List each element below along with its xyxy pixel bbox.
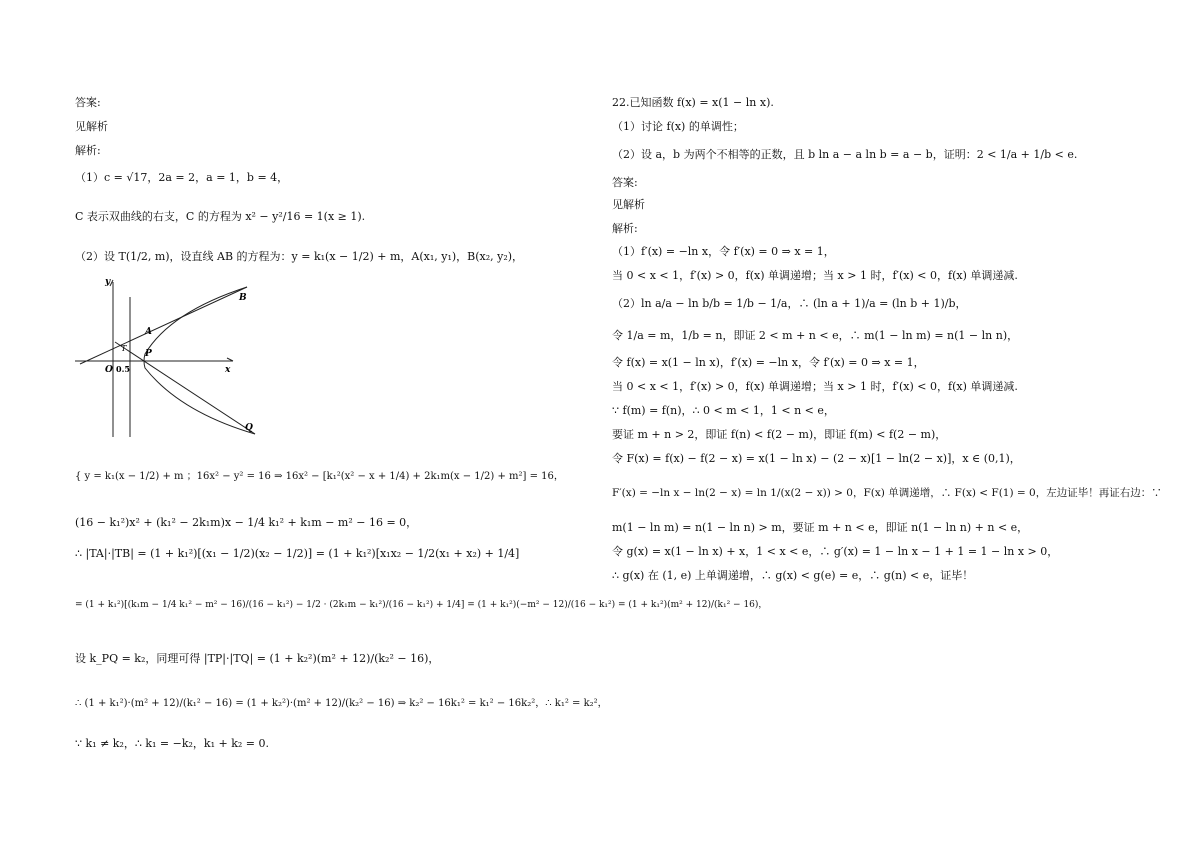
solution-line-10: ∵ k₁ ≠ k₂，∴ k₁ = −k₂，k₁ + k₂ = 0.: [75, 737, 269, 750]
solution-line-1: （1）c = √17，2a = 2，a = 1，b = 4，: [75, 171, 289, 184]
label-y: y: [105, 277, 111, 287]
solution-line-8: 要证 m + n > 2，即证 f(n) < f(2 − m)，即证 f(m) < f(2 − m)，: [612, 428, 947, 441]
solution-line-6: ∴ |TA|·|TB| = (1 + k₁²)[(x₁ − 1/2)(x₂ − 1/2)] = (1 + k₁²)[x₁x₂ − 1/2(x₁ + x₂) + 1/4]: [75, 547, 520, 560]
solution-line-7: = (1 + k₁²)[(k₁m − 1/4 k₁² − m² − 16)/(16 − k₁²) − 1/2 · (2k₁m − k₁²)/(16 − k₁²) + 1/4] = (1 + k₁²)(−m² − 12)/(16 − k₁²) = (1 + k₁²)(m² + 12)/(k₁² − 16)，: [75, 600, 768, 610]
label-b: B: [239, 293, 247, 303]
label-p: P: [145, 349, 152, 359]
solution-line-9: ∴ (1 + k₁²)·(m² + 12)/(k₁² − 16) = (1 + k₂²)·(m² + 12)/(k₂² − 16) ⇒ k₂² − 16k₁² = k₁² − 16k₂²，∴ k₁² = k₂²，: [75, 698, 608, 709]
solution-line-2: C 表示双曲线的右支，C 的方程为 x² − y²/16 = 1(x ≥ 1).: [75, 210, 366, 223]
label-a: A: [145, 327, 152, 337]
solution-line-10: F′(x) = −ln x − ln(2 − x) = ln 1/(x(2 − x)) > 0，F(x) 单调递增，∴ F(x) < F(1) = 0，左边证毕！再证右边：∵: [612, 487, 1162, 499]
answer-label: 答案:: [612, 176, 638, 189]
line-ab: [80, 287, 247, 364]
solution-line-7: ∵ f(m) = f(n)，∴ 0 < m < 1，1 < n < e，: [612, 404, 835, 417]
solution-line-5: (16 − k₁²)x² + (k₁² − 2k₁m)x − 1/4 k₁² + k₁m − m² − 16 = 0，: [75, 516, 418, 529]
see-analysis-text: 见解析: [612, 198, 645, 211]
problem-part-1: （1）讨论 f(x) 的单调性；: [612, 120, 744, 133]
analysis-label: 解析:: [612, 222, 638, 235]
solution-line-9: 令 F(x) = f(x) − f(2 − x) = x(1 − ln x) − (2 − x)[1 − ln(2 − x)]，x ∈ (0,1)，: [612, 452, 1021, 465]
label-x: x: [225, 365, 231, 375]
label-origin: O: [105, 365, 113, 375]
analysis-label: 解析:: [75, 144, 101, 157]
solution-line-1: （1）f′(x) = −ln x，令 f′(x) = 0 ⇒ x = 1，: [612, 245, 835, 258]
line-pq: [115, 342, 255, 434]
label-q: Q: [245, 423, 253, 433]
problem-statement: 22.已知函数 f(x) = x(1 − ln x).: [612, 96, 774, 109]
solution-line-12: 令 g(x) = x(1 − ln x) + x，1 < x < e，∴ g′(x) = 1 − ln x − 1 + 1 = 1 − ln x > 0，: [612, 545, 1059, 558]
solution-line-13: ∴ g(x) 在 (1, e) 上单调递增，∴ g(x) < g(e) = e，∴ g(n) < e，证毕！: [612, 569, 974, 582]
solution-line-6: 当 0 < x < 1，f′(x) > 0，f(x) 单调递增；当 x > 1 时，f′(x) < 0，f(x) 单调递减.: [612, 380, 1018, 393]
solution-line-8: 设 k_PQ = k₂，同理可得 |TP|·|TQ| = (1 + k₂²)(m² + 12)/(k₂² − 16)，: [75, 652, 440, 665]
label-half: 0.5: [116, 364, 130, 374]
answer-label: 答案:: [75, 96, 101, 109]
solution-line-5: 令 f(x) = x(1 − ln x)，f′(x) = −ln x，令 f′(x) = 0 ⇒ x = 1，: [612, 356, 925, 369]
solution-line-3: （2）设 T(1/2, m)，设直线 AB 的方程为：y = k₁(x − 1/2) + m，A(x₁, y₁)，B(x₂, y₂)，: [75, 250, 524, 263]
problem-part-2: （2）设 a，b 为两个不相等的正数，且 b ln a − a ln b = a − b，证明：2 < 1/a + 1/b < e.: [612, 148, 1078, 161]
hyperbola-figure: [75, 272, 253, 442]
solution-line-2: 当 0 < x < 1，f′(x) > 0，f(x) 单调递增；当 x > 1 时，f′(x) < 0，f(x) 单调递减.: [612, 269, 1018, 282]
see-analysis-text: 见解析: [75, 120, 108, 133]
solution-line-11: m(1 − ln m) = n(1 − ln n) > m，要证 m + n < e，即证 n(1 − ln n) + n < e，: [612, 521, 1029, 534]
solution-line-4: 令 1/a = m，1/b = n，即证 2 < m + n < e，∴ m(1 − ln m) = n(1 − ln n)，: [612, 329, 1019, 342]
solution-line-4: { y = k₁(x − 1/2) + m ；16x² − y² = 16 ⇒ 16x² − [k₁²(x² − x + 1/4) + 2k₁m(x − 1/2) + m²] = 16，: [75, 471, 564, 482]
solution-line-3: （2）ln a/a − ln b/b = 1/b − 1/a，∴ (ln a + 1)/a = (ln b + 1)/b，: [612, 297, 967, 310]
label-t: T: [121, 344, 127, 353]
